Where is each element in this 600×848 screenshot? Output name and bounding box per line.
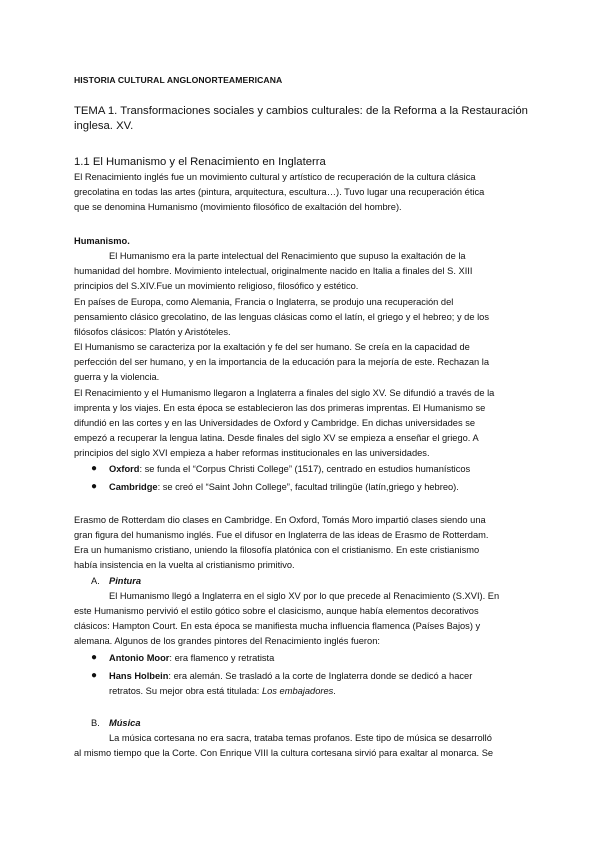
- bullet-oxford: Oxford: se funda el “Corpus Christi College” (1517), centrado en estudios humanísticos: [109, 464, 471, 474]
- intro-line: El Renacimiento inglés fue un movimiento cultural y artístico de recuperación de la cultura clásica: [74, 172, 476, 182]
- humanismo-line: El Humanismo se caracteriza por la exaltación y fe del ser humano. Se creía en la capacidad de: [74, 342, 470, 352]
- humanismo-line: principios del S.XIV.Fue un movimiento religioso, filosófico y estético.: [74, 281, 359, 291]
- bullet-icon: ●: [91, 670, 98, 681]
- musica-line: al mismo tiempo que la Corte. Con Enrique VIII la cultura cortesana sirvió para exaltar al monarca. Se: [74, 748, 494, 758]
- erasmo-line: gran figura del humanismo inglés. Fue el difusor en Inglaterra de las ideas de Erasmo de Rotterdam.: [74, 530, 489, 540]
- humanismo-line: perfección del ser humano, y en la importancia de la educación para la mejoría de este. Rechazan la: [74, 357, 489, 367]
- intro-line: que se denomina Humanismo (movimiento filosófico de exaltación del hombre).: [74, 202, 402, 212]
- document-title: HISTORIA CULTURAL ANGLONORTEAMERICANA: [74, 75, 283, 85]
- humanismo-line: guerra y la violencia.: [74, 372, 160, 382]
- humanismo-line: filósofos clásicos: Platón y Aristóteles.: [74, 327, 231, 337]
- musica-line: La música cortesana no era sacra, trataba temas profanos. Este tipo de música se desarrolló: [109, 733, 492, 743]
- tema-line-1: TEMA 1. Transformaciones sociales y cambios culturales: de la Reforma a la Restauración: [74, 105, 528, 117]
- pintura-line: este Humanismo pervivió el estilo gótico sobre el clasicismo, aunque había elementos decorativos: [74, 606, 479, 616]
- erasmo-line: había insistencia en la vuelta al cristianismo primitivo.: [74, 560, 295, 570]
- erasmo-line: Erasmo de Rotterdam dio clases en Cambridge. En Oxford, Tomás Moro impartió clases siendo una: [74, 515, 486, 525]
- humanismo-line: El Renacimiento y el Humanismo llegaron a Inglaterra a finales del siglo XV. Se difundió a través de la: [74, 388, 495, 398]
- intro-line: grecolatina en todas las artes (pintura, arquitectura, escultura…). Tuvo lugar una recuperación ética: [74, 187, 485, 197]
- humanismo-line: pensamiento clásico grecolatino, de las lenguas clásicas como el latín, el griego y el hebreo; y de los: [74, 312, 489, 322]
- bullet-icon: ●: [91, 652, 98, 663]
- musica-letter: B.: [91, 718, 100, 728]
- bullet-hans-holbein: Hans Holbein: era alemán. Se trasladó a la corte de Inglaterra donde se dedicó a hacer: [109, 671, 473, 681]
- humanismo-line: imprenta y los viajes. En esta época se establecieron las dos primeras imprentas. El Humanismo se: [74, 403, 486, 413]
- bullet-hans-holbein-cont: retratos. Su mejor obra está titulada: Los embajadores.: [109, 686, 336, 696]
- pintura-line: alemana. Algunos de los grandes pintores del Renacimiento inglés fueron:: [74, 636, 380, 646]
- humanismo-line: principios del siglo XVI empieza a haber reformas institucionales en las universidades.: [74, 448, 430, 458]
- humanismo-line: difundió en las cortes y en las Universidades de Oxford y Cambridge. En dichas universidades se: [74, 418, 476, 428]
- humanismo-line: En países de Europa, como Alemania, Francia o Inglaterra, se produjo una recuperación del: [74, 297, 454, 307]
- humanismo-heading: Humanismo.: [74, 236, 130, 246]
- bullet-antonio-moor: Antonio Moor: era flamenco y retratista: [109, 653, 275, 663]
- musica-title: Música: [109, 718, 141, 728]
- pintura-letter: A.: [91, 576, 100, 586]
- bullet-cambridge: Cambridge: se creó el “Saint John College”, facultad trilingüe (latín,griego y hebreo).: [109, 482, 459, 492]
- humanismo-line: El Humanismo era la parte intelectual del Renacimiento que supuso la exaltación de la: [109, 251, 466, 261]
- pintura-line: El Humanismo llegó a Inglaterra en el siglo XV por lo que precede al Renacimiento (S.XVI). En: [109, 591, 500, 601]
- bullet-icon: ●: [91, 481, 98, 492]
- humanismo-line: empezó a recuperar la lengua latina. Desde finales del siglo XV se empieza a enseñar el griego. A: [74, 433, 479, 443]
- pintura-title: Pintura: [109, 576, 142, 586]
- section-heading: 1.1 El Humanismo y el Renacimiento en Inglaterra: [74, 156, 326, 168]
- tema-line-2: inglesa. XV.: [74, 120, 134, 132]
- tema-heading: [74, 104, 528, 134]
- erasmo-line: Era un humanismo cristiano, uniendo la filosofía platónica con el cristianismo. En este cristianismo: [74, 545, 480, 555]
- pintura-line: clásicos: Hampton Court. En esta época se manifiesta mucha influencia flamenca (Países Bajos) y: [74, 621, 481, 631]
- bullet-icon: ●: [91, 463, 98, 474]
- humanismo-line: humanidad del hombre. Movimiento intelectual, originalmente nacido en Italia a finales del S. XIII: [74, 266, 473, 276]
